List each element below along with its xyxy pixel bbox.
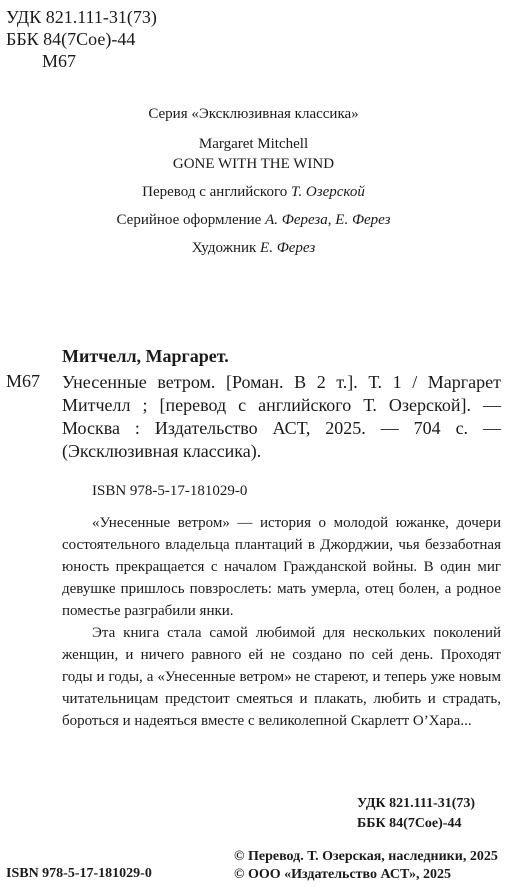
annotation-paragraph-2: Эта книга стала самой любимой для нескольких поколений женщин, и ничего равного ей не создано по сей день. Проходят годы и годы, а «Унесенные ветром» не стареют, и теперь уже новым читательницам предстоит смеяться и плакать, любить и страдать, бороться и надеяться вместе с великолепной Скарлетт О’Хара... bbox=[62, 625, 501, 729]
author-mark: М67 bbox=[42, 51, 77, 71]
original-title: GONE WITH THE WIND bbox=[172, 156, 335, 172]
artist-line bbox=[0, 240, 507, 268]
udk-code: УДК 821.111-31(73) bbox=[6, 7, 157, 27]
translator-name: Т. Озерской bbox=[290, 184, 365, 200]
catalog-author-heading: Митчелл, Маргарет. bbox=[62, 346, 229, 366]
artist-name: Е. Ферез bbox=[260, 240, 316, 256]
annotation-paragraph-1: «Унесенные ветром» — история о молодой южанке, дочери состоятельного владельца плантаций в Джорджии, чья беззаботная юность прекращается с началом Гражданской войны. В один миг девушке пришлось повзрослеть: мать умерла, отец болен, а родное поместье разграбили янки. bbox=[62, 515, 501, 619]
original-author: Margaret Mitchell bbox=[198, 136, 309, 152]
credits-block bbox=[0, 106, 507, 268]
copyright-translation: © Перевод. Т. Озерская, наследники, 2025 bbox=[234, 849, 498, 864]
design-separator: , bbox=[327, 212, 336, 228]
catalog-isbn: ISBN 978-5-17-181029-0 bbox=[92, 483, 248, 499]
classification-codes-bottom bbox=[357, 794, 475, 834]
footer-isbn: ISBN 978-5-17-181029-0 bbox=[6, 866, 152, 881]
designer-2: Е. Ферез bbox=[335, 212, 391, 228]
annotation bbox=[62, 512, 501, 732]
series-line: Серия «Эксклюзивная классика» bbox=[148, 106, 359, 122]
bbk-code-bottom: ББК 84(7Сое)-44 bbox=[357, 816, 462, 831]
udk-code-bottom: УДК 821.111-31(73) bbox=[357, 796, 476, 811]
design-prefix: Серийное оформление bbox=[116, 212, 266, 228]
bbk-code: ББК 84(7Сое)-44 bbox=[6, 29, 136, 49]
translation-line bbox=[0, 184, 507, 212]
classification-codes-top bbox=[6, 6, 157, 72]
copyright-block bbox=[234, 848, 498, 884]
designer-1: А. Фереза bbox=[265, 212, 328, 228]
design-line bbox=[0, 212, 507, 240]
copyright-publisher: © ООО «Издательство АСТ», 2025 bbox=[234, 867, 452, 882]
translation-prefix: Перевод с английского bbox=[142, 184, 291, 200]
catalog-code: М67 bbox=[6, 371, 41, 391]
catalog-entry: Унесенные ветром. [Роман. В 2 т.]. Т. 1 / Маргарет Митчелл ; [перевод с английского Т. Озерской]. — Москва : Издательство АСТ, 2025. — 704 с. — (Эксклюзивная классика). bbox=[62, 372, 501, 461]
artist-prefix: Художник bbox=[191, 240, 261, 256]
